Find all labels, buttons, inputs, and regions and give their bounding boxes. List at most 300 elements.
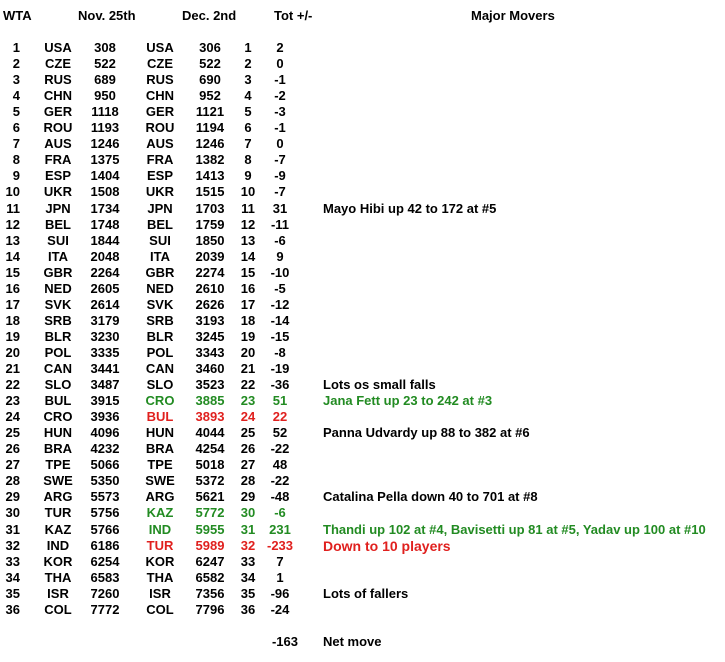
rank-dec-cell: 21 [240,361,256,376]
total-change-cell: -11 [270,217,290,232]
points-dec-cell: 3885 [195,393,225,408]
country-nov-cell: SVK [44,297,72,312]
rank-dec-cell: 23 [240,393,256,408]
country-dec-cell: BRA [145,441,175,456]
points-dec-cell: 1121 [195,104,225,119]
rank-cell: 17 [5,297,20,312]
points-nov-cell: 5573 [90,489,120,504]
rank-dec-cell: 14 [240,249,256,264]
table-row [0,554,725,570]
points-nov-cell: 6186 [90,538,120,553]
country-dec-cell: TPE [147,457,173,472]
table-row [0,313,725,329]
points-dec-cell: 6582 [195,570,225,585]
points-dec-cell: 1246 [195,136,225,151]
net-total: -163 [271,634,298,649]
rank-dec-cell: 17 [240,297,256,312]
net-move-label: Net move [323,634,382,649]
country-dec-cell: CHN [145,88,175,103]
points-dec-cell: 2610 [195,281,225,296]
table-row [0,393,725,409]
rank-cell: 26 [5,441,20,456]
points-nov-cell: 1748 [90,217,120,232]
points-dec-cell: 1382 [195,152,225,167]
total-change-cell: -5 [274,281,286,296]
rank-cell: 35 [5,586,20,601]
rank-cell: 34 [5,570,20,585]
points-nov-cell: 5350 [90,473,120,488]
country-dec-cell: ARG [145,489,175,504]
points-dec-cell: 1703 [195,201,225,216]
points-dec-cell: 5989 [195,538,225,553]
header-row [0,8,725,24]
total-change-cell: -10 [270,265,290,280]
rank-cell: 20 [5,345,20,360]
country-dec-cell: USA [146,40,174,55]
points-nov-cell: 1404 [90,168,120,183]
rank-dec-cell: 6 [244,120,252,135]
total-change-cell: -8 [274,345,286,360]
points-dec-cell: 306 [199,40,221,55]
table-row [0,249,725,265]
country-dec-cell: ISR [149,586,171,601]
header-dec-2: Dec. 2nd [182,8,237,23]
table-row [0,104,725,120]
rank-cell: 8 [12,152,20,167]
rank-dec-cell: 19 [240,329,256,344]
points-nov-cell: 308 [94,40,116,55]
country-nov-cell: POL [44,345,72,360]
country-nov-cell: HUN [43,425,73,440]
points-nov-cell: 5756 [90,505,120,520]
points-nov-cell: 7772 [90,602,120,617]
points-dec-cell: 5621 [195,489,225,504]
rank-dec-cell: 22 [240,377,256,392]
major-mover-note: Lots of fallers [323,586,409,601]
points-dec-cell: 7356 [195,586,225,601]
total-change-cell: 1 [276,570,284,585]
rank-cell: 5 [12,104,20,119]
rank-cell: 12 [5,217,20,232]
table-row [0,425,725,441]
points-dec-cell: 952 [199,88,221,103]
country-dec-cell: BEL [147,217,173,232]
points-dec-cell: 1850 [195,233,225,248]
total-change-cell: -1 [274,72,286,87]
table-row [0,281,725,297]
total-change-cell: 2 [276,40,284,55]
rank-dec-cell: 27 [240,457,256,472]
points-dec-cell: 1759 [195,217,225,232]
table-row [0,152,725,168]
table-row [0,168,725,184]
table-row [0,522,725,538]
country-dec-cell: IND [148,522,172,537]
rank-dec-cell: 12 [240,217,256,232]
country-nov-cell: SWE [43,473,73,488]
points-dec-cell: 1413 [195,168,225,183]
rank-cell: 25 [5,425,20,440]
total-change-cell: -6 [274,505,286,520]
points-dec-cell: 5018 [195,457,225,472]
country-dec-cell: UKR [145,184,175,199]
rank-cell: 2 [12,56,20,71]
points-nov-cell: 5766 [90,522,120,537]
table-row [0,457,725,473]
rank-dec-cell: 36 [240,602,256,617]
header-wta: WTA [3,8,32,23]
country-nov-cell: JPN [45,201,71,216]
country-dec-cell: ITA [150,249,170,264]
points-nov-cell: 3335 [90,345,120,360]
total-change-cell: -96 [270,586,290,601]
rank-dec-cell: 10 [240,184,256,199]
rank-dec-cell: 32 [240,538,256,553]
total-change-cell: 31 [272,201,288,216]
points-dec-cell: 5372 [195,473,225,488]
rank-cell: 16 [5,281,20,296]
rank-dec-cell: 7 [244,136,252,151]
points-nov-cell: 4232 [90,441,120,456]
rank-dec-cell: 34 [240,570,256,585]
rank-dec-cell: 2 [244,56,252,71]
points-dec-cell: 3245 [195,329,225,344]
points-nov-cell: 3487 [90,377,120,392]
rank-dec-cell: 30 [240,505,256,520]
country-nov-cell: UKR [43,184,73,199]
country-nov-cell: CHN [43,88,73,103]
country-nov-cell: BRA [43,441,73,456]
rank-dec-cell: 29 [240,489,256,504]
rank-cell: 30 [5,505,20,520]
country-dec-cell: COL [146,602,174,617]
total-change-cell: -3 [274,104,286,119]
rank-dec-cell: 11 [241,201,255,216]
points-nov-cell: 1118 [91,104,119,119]
points-dec-cell: 4254 [195,441,225,456]
major-mover-note: Panna Udvardy up 88 to 382 at #6 [323,425,530,440]
total-change-cell: -24 [270,602,290,617]
total-change-cell: 231 [269,522,291,537]
country-nov-cell: CZE [45,56,71,71]
country-nov-cell: COL [44,602,72,617]
country-nov-cell: SUI [47,233,69,248]
total-change-cell: 0 [276,56,284,71]
points-dec-cell: 690 [199,72,221,87]
table-row [0,297,725,313]
rank-dec-cell: 16 [240,281,256,296]
total-change-cell: 0 [276,136,284,151]
table-row [0,377,725,393]
country-nov-cell: ROU [43,120,73,135]
points-nov-cell: 1734 [90,201,120,216]
country-dec-cell: BUL [146,409,174,424]
country-dec-cell: SVK [146,297,174,312]
points-dec-cell: 522 [199,56,221,71]
major-mover-note: Lots os small falls [323,377,436,392]
points-dec-cell: 3193 [195,313,225,328]
country-dec-cell: KOR [145,554,175,569]
table-row [0,361,725,377]
country-nov-cell: SRB [44,313,72,328]
country-dec-cell: CRO [145,393,175,408]
table-row [0,56,725,72]
country-nov-cell: KOR [43,554,73,569]
major-mover-note: Mayo Hibi up 42 to 172 at #5 [323,201,497,216]
total-change-cell: 51 [272,393,288,408]
rank-cell: 1 [12,40,20,55]
rank-dec-cell: 15 [240,265,256,280]
table-row [0,217,725,233]
country-dec-cell: GER [145,104,175,119]
points-nov-cell: 2048 [90,249,120,264]
rank-dec-cell: 33 [240,554,256,569]
country-nov-cell: GBR [43,265,73,280]
total-change-cell: -48 [270,489,290,504]
rank-dec-cell: 1 [244,40,252,55]
rank-cell: 32 [5,538,20,553]
rank-cell: 3 [12,72,20,87]
rank-dec-cell: 3 [244,72,252,87]
total-change-cell: -6 [274,233,286,248]
rank-dec-cell: 26 [240,441,256,456]
rank-cell: 23 [5,393,20,408]
points-nov-cell: 3441 [90,361,120,376]
country-nov-cell: CRO [43,409,73,424]
points-dec-cell: 3523 [195,377,225,392]
points-nov-cell: 6254 [90,554,120,569]
table-row [0,72,725,88]
rank-cell: 7 [12,136,20,151]
points-nov-cell: 1193 [90,120,120,135]
points-dec-cell: 6247 [195,554,225,569]
country-nov-cell: BEL [45,217,71,232]
rank-cell: 6 [12,120,20,135]
table-row [0,233,725,249]
country-nov-cell: GER [43,104,73,119]
header-nov-25: Nov. 25th [78,8,136,23]
major-mover-note: Thandi up 102 at #4, Bavisetti up 81 at #5, Yadav up 100 at #10 [323,522,706,537]
country-dec-cell: POL [146,345,174,360]
total-change-cell: -2 [274,88,286,103]
country-nov-cell: USA [44,40,72,55]
country-nov-cell: AUS [44,136,72,151]
rank-dec-cell: 20 [240,345,256,360]
points-nov-cell: 522 [94,56,116,71]
rank-cell: 21 [5,361,20,376]
country-nov-cell: BUL [44,393,72,408]
total-change-cell: -14 [270,313,290,328]
country-dec-cell: JPN [147,201,173,216]
table-row [0,441,725,457]
country-nov-cell: SLO [44,377,72,392]
points-nov-cell: 1375 [90,152,120,167]
total-change-cell: -7 [274,152,286,167]
country-dec-cell: NED [146,281,174,296]
major-mover-note: Jana Fett up 23 to 242 at #3 [323,393,493,408]
table-row [0,473,725,489]
rank-dec-cell: 8 [244,152,252,167]
table-row [0,570,725,586]
rank-cell: 31 [5,522,20,537]
table-row [0,40,725,56]
rank-cell: 14 [5,249,20,264]
footer-row [0,634,725,650]
table-row [0,88,725,104]
rank-cell: 11 [6,201,20,216]
points-nov-cell: 3179 [90,313,120,328]
rank-cell: 27 [5,457,20,472]
country-nov-cell: KAZ [44,522,72,537]
rank-cell: 4 [12,88,20,103]
country-dec-cell: AUS [146,136,174,151]
country-dec-cell: ROU [145,120,175,135]
table-row [0,345,725,361]
total-change-cell: -19 [270,361,290,376]
total-change-cell: 9 [276,249,284,264]
table-row [0,602,725,618]
major-mover-note: Down to 10 players [323,538,451,554]
table-row [0,120,725,136]
country-dec-cell: SUI [149,233,171,248]
table-row [0,201,725,217]
total-change-cell: -15 [270,329,290,344]
country-nov-cell: ISR [47,586,69,601]
country-dec-cell: SWE [145,473,175,488]
header-major-movers: Major Movers [471,8,555,23]
table-row [0,184,725,200]
total-change-cell: 48 [272,457,288,472]
table-row [0,409,725,425]
major-mover-note: Catalina Pella down 40 to 701 at #8 [323,489,538,504]
table-row [0,265,725,281]
country-nov-cell: ITA [48,249,68,264]
points-dec-cell: 7796 [195,602,225,617]
rank-dec-cell: 31 [240,522,256,537]
rank-cell: 18 [5,313,20,328]
rank-dec-cell: 35 [240,586,256,601]
country-nov-cell: NED [44,281,72,296]
points-nov-cell: 1844 [90,233,120,248]
country-dec-cell: TUR [146,538,174,553]
country-nov-cell: IND [46,538,70,553]
points-nov-cell: 3230 [90,329,120,344]
table-row [0,586,725,602]
points-dec-cell: 2274 [195,265,225,280]
rank-dec-cell: 28 [240,473,256,488]
total-change-cell: -36 [270,377,290,392]
table-row [0,538,725,554]
points-dec-cell: 1515 [195,184,225,199]
rank-dec-cell: 13 [240,233,256,248]
country-nov-cell: THA [44,570,72,585]
table-row [0,505,725,521]
rank-dec-cell: 5 [244,104,252,119]
table-row [0,489,725,505]
country-dec-cell: CAN [145,361,175,376]
rank-dec-cell: 24 [240,409,256,424]
country-dec-cell: RUS [146,72,174,87]
points-nov-cell: 5066 [90,457,120,472]
points-dec-cell: 3460 [195,361,225,376]
country-nov-cell: RUS [44,72,72,87]
country-dec-cell: HUN [145,425,175,440]
country-dec-cell: BLR [146,329,174,344]
points-nov-cell: 6583 [90,570,120,585]
country-nov-cell: TPE [45,457,71,472]
rank-cell: 13 [5,233,20,248]
rank-cell: 15 [5,265,20,280]
country-dec-cell: KAZ [146,505,174,520]
rank-dec-cell: 25 [240,425,256,440]
country-dec-cell: GBR [145,265,175,280]
total-change-cell: -7 [274,184,286,199]
points-dec-cell: 2626 [195,297,225,312]
points-nov-cell: 1508 [90,184,120,199]
points-dec-cell: 3343 [195,345,225,360]
header-tot: Tot +/- [274,8,313,23]
points-dec-cell: 1194 [195,120,225,135]
total-change-cell: -233 [266,538,294,553]
total-change-cell: -9 [274,168,286,183]
points-nov-cell: 3915 [90,393,120,408]
rank-cell: 24 [5,409,20,424]
country-nov-cell: CAN [43,361,73,376]
country-dec-cell: CZE [147,56,173,71]
rank-cell: 36 [5,602,20,617]
rank-dec-cell: 4 [244,88,252,103]
country-dec-cell: ESP [146,168,173,183]
rank-cell: 22 [5,377,20,392]
points-dec-cell: 4044 [195,425,225,440]
rank-cell: 10 [5,184,20,199]
country-dec-cell: FRA [146,152,174,167]
country-nov-cell: ARG [43,489,73,504]
rank-cell: 28 [5,473,20,488]
points-dec-cell: 5772 [195,505,225,520]
points-nov-cell: 3936 [90,409,120,424]
points-dec-cell: 3893 [195,409,225,424]
country-dec-cell: SLO [146,377,174,392]
country-nov-cell: FRA [44,152,72,167]
country-nov-cell: BLR [44,329,72,344]
rank-dec-cell: 18 [240,313,256,328]
points-dec-cell: 2039 [195,249,225,264]
total-change-cell: -12 [270,297,290,312]
country-nov-cell: TUR [44,505,72,520]
points-nov-cell: 2614 [90,297,120,312]
total-change-cell: 7 [276,554,284,569]
total-change-cell: 22 [272,409,288,424]
points-nov-cell: 4096 [90,425,120,440]
rank-dec-cell: 9 [244,168,252,183]
points-nov-cell: 1246 [90,136,120,151]
table-row [0,329,725,345]
country-dec-cell: SRB [146,313,174,328]
rank-cell: 33 [5,554,20,569]
rank-cell: 19 [5,329,20,344]
points-nov-cell: 2605 [90,281,120,296]
table-row [0,136,725,152]
total-change-cell: 52 [272,425,288,440]
total-change-cell: -22 [270,441,290,456]
total-change-cell: -1 [274,120,286,135]
total-change-cell: -22 [270,473,290,488]
points-nov-cell: 7260 [90,586,120,601]
points-nov-cell: 689 [94,72,116,87]
points-nov-cell: 2264 [90,265,120,280]
points-dec-cell: 5955 [195,522,225,537]
